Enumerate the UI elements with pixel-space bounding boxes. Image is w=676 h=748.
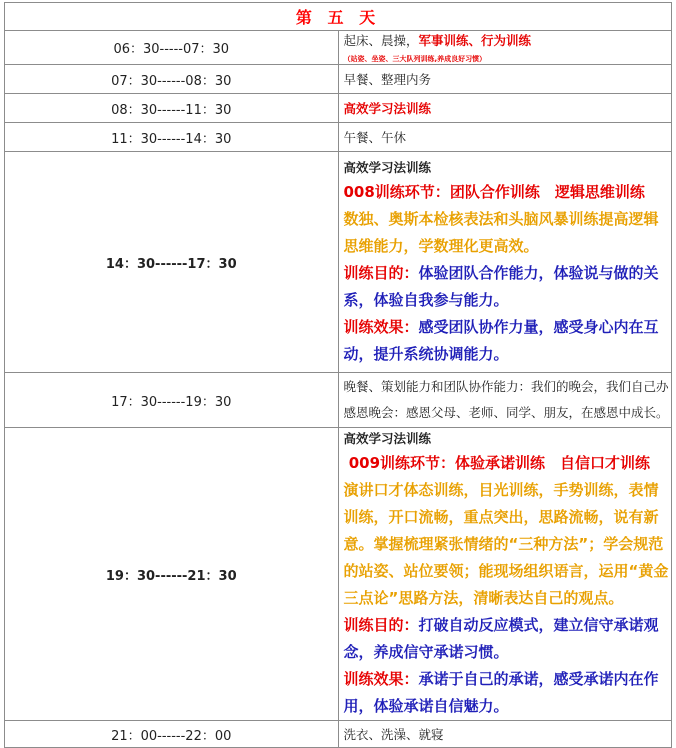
- time-cell: 06：30-----07：30: [5, 31, 339, 65]
- table-row: [5, 94, 672, 123]
- time-cell: 08：30------11：30: [5, 94, 339, 123]
- activity-cell: 早餐、整理内务: [338, 65, 672, 94]
- table-row: [5, 123, 672, 152]
- activity-highlight: 高效学习法训练: [343, 101, 432, 116]
- activity-cell: [338, 428, 672, 721]
- time-cell: 07：30------08：30: [5, 65, 339, 94]
- link-title: 9训练环节：体验承诺训练 自信口才训练: [369, 454, 651, 472]
- activity-line: 晚餐、策划能力和团队协作能力：我们的晚会，我们自己办: [343, 379, 669, 394]
- goal-text: 体验团队合作能力，体验说与做的关系，体验自我参与能力。: [343, 263, 659, 309]
- activity-cell: [338, 152, 672, 373]
- session-link: [344, 450, 672, 477]
- table-row: [5, 31, 672, 65]
- effect-label: 训练效果：: [343, 670, 419, 688]
- session-content: 数独、奥斯本检核表法和头脑风暴训练提高逻辑思维能力，学数理化更高效。: [343, 209, 659, 255]
- session-heading: 高效学习法训练: [343, 159, 432, 175]
- activity-cell: 洗衣、洗澡、就寝: [338, 721, 672, 748]
- day-title: 第 五 天: [5, 3, 672, 31]
- title-row: [5, 3, 672, 31]
- goal-label: 训练目的：: [343, 616, 419, 634]
- time-cell: 14：30------17：30: [5, 152, 339, 373]
- table-row: [5, 65, 672, 94]
- link-number: 00: [343, 182, 365, 201]
- table-row: [5, 428, 672, 721]
- effect-text: 承诺于自己的承诺，感受承诺内在作用，体验承诺自信魅力。: [343, 670, 659, 715]
- session-goal: [344, 260, 672, 314]
- link-number: 00: [348, 454, 370, 472]
- time-cell: 11：30------14：30: [5, 123, 339, 152]
- session-link: [344, 179, 672, 206]
- time-cell: 17：30------19：30: [5, 373, 339, 428]
- session-content: 演讲口才体态训练，目光训练，手势训练，表情训练，开口流畅，重点突出，思路流畅，说有新意。掌握梳理紧张情绪的“三种方法”；学会规范的站姿、站位要领；能现场组织语言，运用“黄金三点论”思路方法，清晰表达自己的观点。: [343, 481, 669, 607]
- activity-text: 起床、晨操，: [343, 33, 419, 48]
- time-cell: 21：00------22：00: [5, 721, 339, 748]
- effect-label: 训练效果：: [343, 317, 419, 336]
- session-heading: 高效学习法训练: [343, 431, 432, 446]
- activity-highlight: 军事训练、行为训练: [418, 33, 532, 48]
- activity-note: （站姿、坐姿、三大队列训练,养成良好习惯）: [343, 55, 487, 63]
- link-title: 8训练环节：团队合作训练 逻辑思维训练: [364, 182, 645, 201]
- activity-line: 感恩晚会：感恩父母、老师、同学、朋友，在感恩中成长。: [343, 405, 669, 420]
- session-goal: [344, 612, 672, 666]
- activity-cell: 午餐、午休: [338, 123, 672, 152]
- time-cell: 19：30------21：30: [5, 428, 339, 721]
- table-row: [5, 373, 672, 428]
- goal-label: 训练目的：: [343, 263, 419, 282]
- activity-cell: [338, 31, 672, 65]
- table-row: [5, 152, 672, 373]
- schedule-table: [4, 2, 672, 748]
- activity-cell: [338, 94, 672, 123]
- effect-text: 感受团队协作力量，感受身心内在互动，提升系统协调能力。: [343, 317, 659, 363]
- session-effect: [344, 666, 672, 720]
- goal-text: 打破自动反应模式，建立信守承诺观念，养成信守承诺习惯。: [343, 616, 659, 661]
- table-row: [5, 721, 672, 748]
- session-effect: [344, 314, 672, 368]
- activity-cell: [338, 373, 672, 428]
